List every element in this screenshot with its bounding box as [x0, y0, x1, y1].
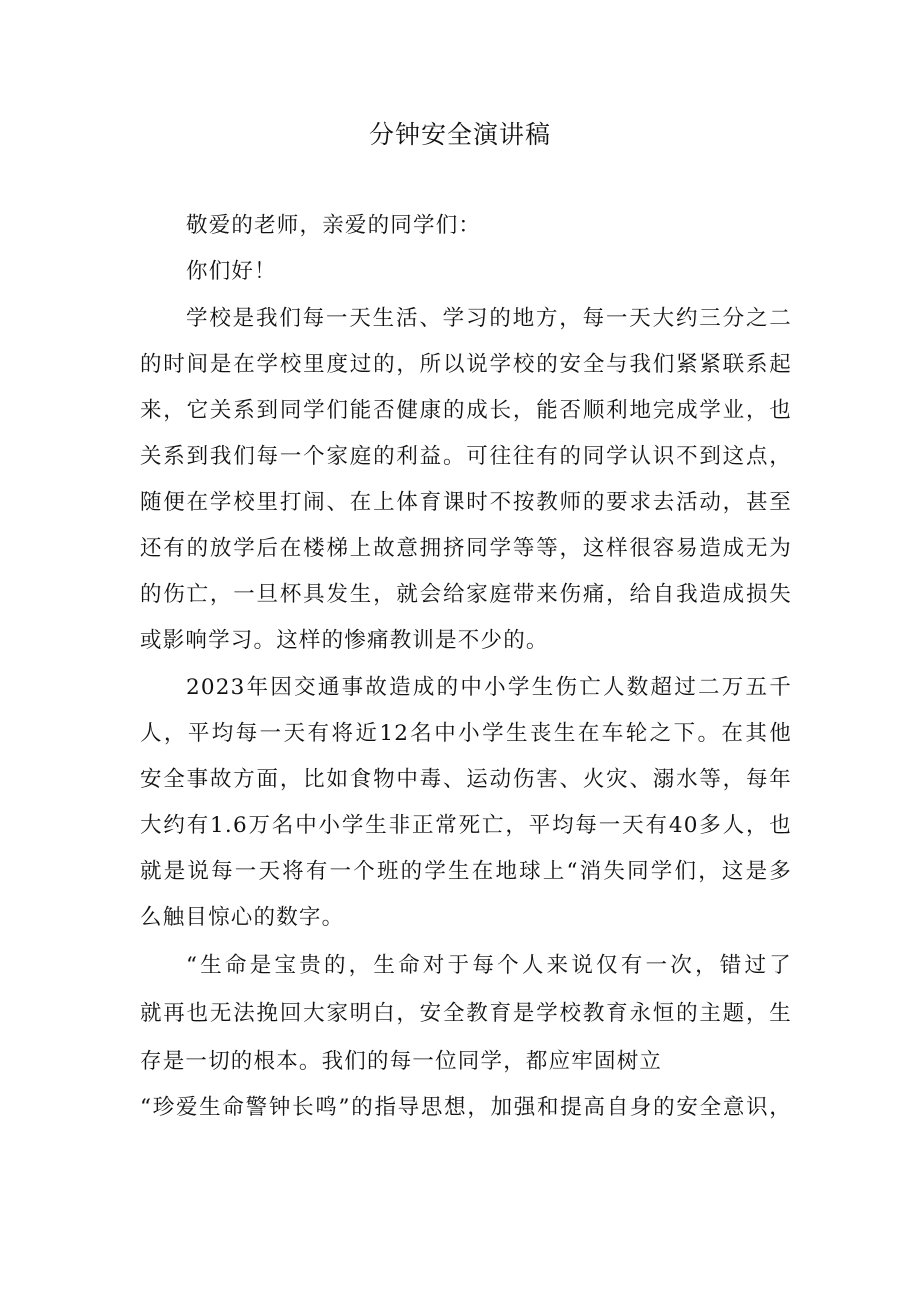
paragraph1-line: 学校是我们每一天生活、学习的地方，每一天大约三分之二: [186, 306, 792, 331]
paragraph2-line: 人，平均每一天有将近12名中小学生丧生在车轮之下。在其他: [140, 721, 792, 746]
paragraph1-line: 或影响学习。这样的惨痛教训是不少的。: [140, 628, 549, 653]
paragraph1-line: 还有的放学后在楼梯上故意拥挤同学等等，这样很容易造成无为: [140, 536, 792, 561]
paragraph2-line: 么触目惊心的数字。: [140, 905, 345, 930]
paragraph3-line: “珍爱生命警钟长鸣”的指导思想，加强和提高自身的安全意识，: [140, 1095, 792, 1120]
paragraph2-line: 安全事故方面，比如食物中毒、运动伤害、火灾、溺水等，每年: [140, 767, 792, 792]
paragraph1-line: 来，它关系到同学们能否健康的成长，能否顺利地完成学业，也: [140, 398, 792, 423]
paragraph2-line: 大约有1.6万名中小学生非正常死亡，平均每一天有40多人，也: [140, 813, 792, 838]
greeting-line: 敬爱的老师，亲爱的同学们：: [186, 213, 482, 238]
paragraph3-line: 存是一切的根本。我们的每一位同学，都应牢固树立: [140, 1049, 663, 1074]
paragraph1-line: 关系到我们每一个家庭的利益。可往往有的同学认识不到这点，: [140, 444, 792, 469]
paragraph3-line: 就再也无法挽回大家明白，安全教育是学校教育永恒的主题，生: [140, 1001, 792, 1026]
paragraph2-line: 2023年因交通事故造成的中小学生伤亡人数超过二万五千: [186, 675, 792, 700]
paragraph3-line: “生命是宝贵的，生命对于每个人来说仅有一次，错过了: [186, 953, 792, 978]
paragraph2-line: 就是说每一天将有一个班的学生在地球上“消失同学们，这是多: [140, 859, 792, 884]
document-title: 分钟安全演讲稿: [368, 120, 551, 149]
hello-line: 你们好！: [186, 259, 277, 284]
paragraph1-line: 的时间是在学校里度过的，所以说学校的安全与我们紧紧联系起: [140, 352, 792, 377]
paragraph1-line: 的伤亡，一旦杯具发生，就会给家庭带来伤痛，给自我造成损失: [140, 582, 792, 607]
paragraph1-line: 随便在学校里打闹、在上体育课时不按教师的要求去活动，甚至: [140, 490, 792, 515]
